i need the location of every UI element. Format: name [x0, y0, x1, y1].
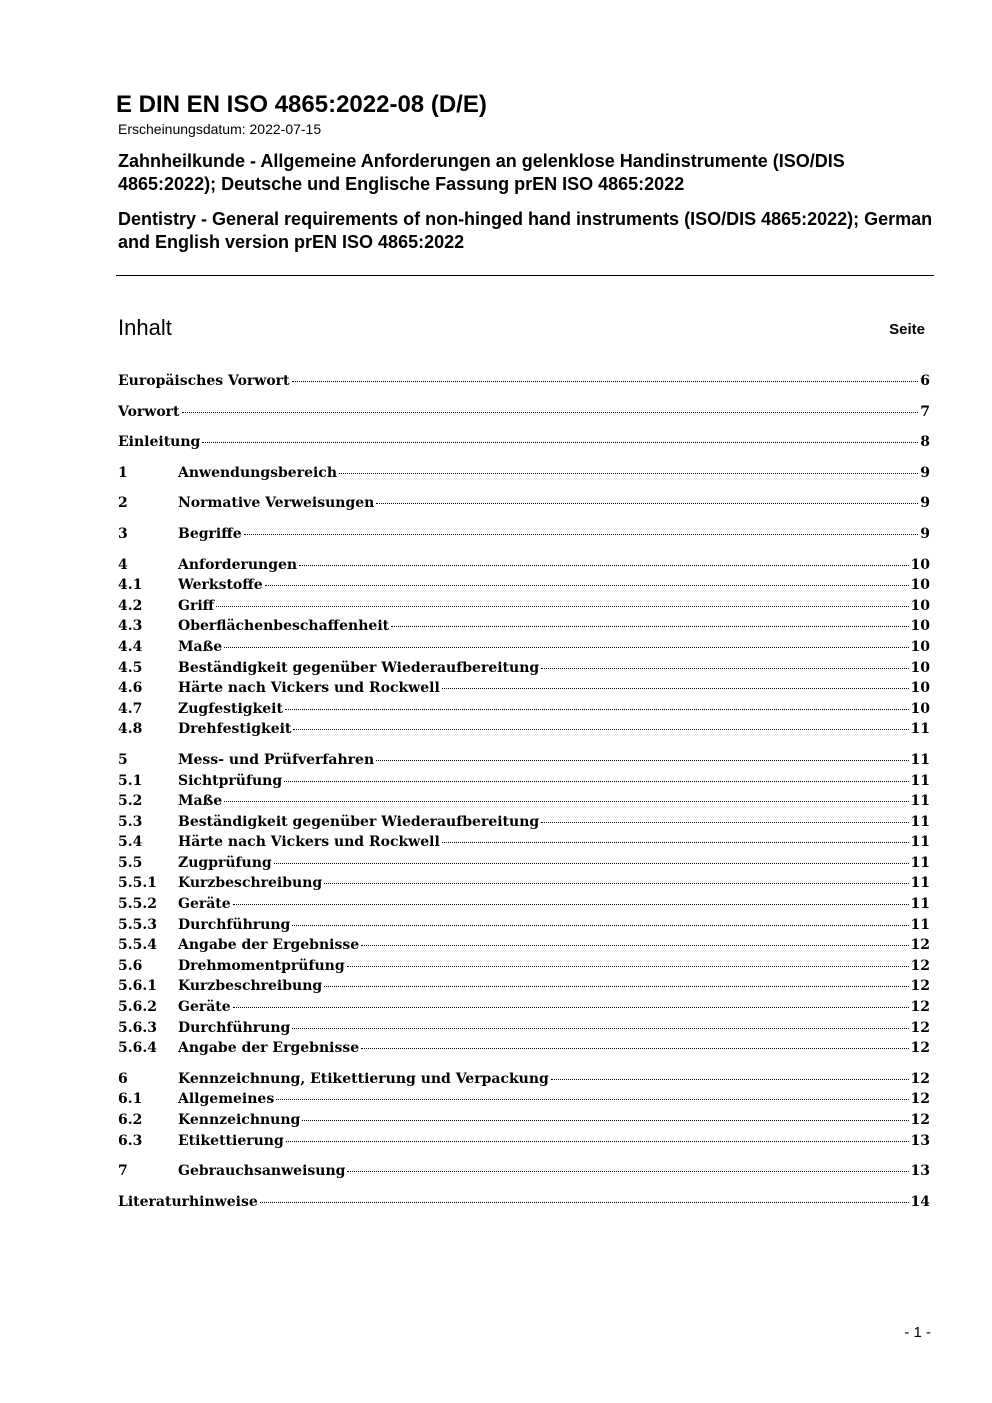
toc-dot-leader — [285, 709, 909, 710]
toc-entry-page: 10 — [910, 680, 930, 697]
toc-entry[interactable] — [118, 699, 930, 720]
toc-entry-page: 8 — [920, 434, 930, 451]
toc-entry-title: Europäisches Vorwort — [118, 373, 290, 389]
toc-entry[interactable] — [118, 463, 930, 484]
toc-dot-leader — [224, 801, 908, 802]
toc-dot-leader — [302, 1120, 908, 1121]
toc-entry-number: 2 — [118, 495, 128, 512]
toc-dot-leader — [391, 626, 908, 627]
toc-page-label: Seite — [889, 321, 925, 338]
toc-entry[interactable] — [118, 873, 930, 894]
toc-dot-leader — [202, 442, 918, 443]
toc-entry-number: 5.6 — [118, 957, 143, 974]
toc-entry-page: 6 — [920, 373, 930, 389]
toc-entry[interactable] — [118, 719, 930, 740]
toc-entry-number: 5.6.2 — [118, 999, 157, 1016]
toc-entry-title: Kennzeichnung, Etikettierung und Verpackung — [178, 1070, 549, 1087]
document-title: E DIN EN ISO 4865:2022-08 (D/E) — [116, 91, 487, 118]
toc-dot-leader — [339, 473, 918, 474]
toc-entry[interactable] — [118, 976, 930, 997]
toc-entry-title: Beständigkeit gegenüber Wiederaufbereitung — [178, 813, 540, 830]
toc-heading-row — [118, 314, 928, 342]
toc-entry-page: 10 — [910, 556, 930, 573]
toc-entry[interactable] — [118, 637, 930, 658]
toc-entry[interactable] — [118, 997, 930, 1018]
toc-entry-title: Beständigkeit gegenüber Wiederaufbereitung — [178, 659, 540, 676]
toc-dot-leader — [286, 1141, 909, 1142]
table-of-contents — [118, 371, 930, 1212]
toc-entry-page: 7 — [920, 403, 930, 420]
toc-entry[interactable] — [118, 402, 930, 423]
toc-entry[interactable] — [118, 1089, 930, 1110]
toc-entry[interactable] — [118, 853, 930, 874]
toc-dot-leader — [361, 1048, 908, 1049]
toc-entry-number: 6.1 — [118, 1091, 143, 1108]
toc-entry-page: 10 — [910, 659, 930, 676]
toc-entry-page: 11 — [910, 772, 930, 789]
toc-entry-title: Werkstoffe — [178, 577, 263, 594]
toc-entry-number: 5.5.1 — [118, 875, 157, 892]
toc-entry-number: 5.6.1 — [118, 978, 157, 995]
toc-entry-number: 6.3 — [118, 1132, 143, 1149]
toc-entry-page: 11 — [910, 721, 930, 738]
toc-entry[interactable] — [118, 1018, 930, 1039]
toc-entry-title: Vorwort — [118, 403, 180, 420]
toc-entry[interactable] — [118, 658, 930, 679]
toc-entry-page: 9 — [920, 525, 930, 542]
toc-entry[interactable] — [118, 524, 930, 545]
toc-dot-leader — [376, 503, 918, 504]
toc-entry-title: Kennzeichnung — [178, 1112, 301, 1128]
toc-entry-number: 5 — [118, 751, 128, 768]
toc-dot-leader — [292, 1028, 908, 1029]
toc-entry-page: 12 — [910, 1070, 930, 1087]
toc-entry-number: 4.5 — [118, 659, 143, 676]
toc-entry-page: 12 — [910, 957, 930, 974]
toc-entry-page: 11 — [910, 834, 930, 851]
toc-entry-number: 4.2 — [118, 597, 143, 614]
toc-entry-page: 10 — [910, 638, 930, 655]
toc-dot-leader — [299, 565, 908, 566]
toc-entry-page: 14 — [910, 1193, 930, 1210]
toc-entry-title: Geräte — [178, 999, 231, 1016]
toc-entry[interactable] — [118, 555, 930, 576]
toc-entry-title: Kurzbeschreibung — [178, 978, 323, 995]
toc-entry[interactable] — [118, 1069, 930, 1090]
toc-entry-title: Normative Verweisungen — [178, 495, 375, 512]
toc-entry-page: 11 — [910, 875, 930, 892]
publication-date: Erscheinungsdatum: 2022-07-15 — [118, 121, 322, 137]
toc-entry[interactable] — [118, 1192, 930, 1213]
toc-entry-title: Oberflächenbeschaffenheit — [178, 618, 390, 635]
toc-entry-number: 5.5 — [118, 854, 143, 871]
toc-entry-page: 11 — [910, 916, 930, 933]
toc-dot-leader — [182, 412, 919, 413]
toc-entry[interactable] — [118, 616, 930, 637]
toc-entry-page: 11 — [910, 793, 930, 810]
toc-entry[interactable] — [118, 750, 930, 771]
toc-dot-leader — [216, 606, 908, 607]
toc-entry[interactable] — [118, 575, 930, 596]
toc-dot-leader — [541, 668, 908, 669]
toc-entry-title: Härte nach Vickers und Rockwell — [178, 680, 440, 697]
toc-entry[interactable] — [118, 1110, 930, 1131]
toc-entry-title: Kurzbeschreibung — [178, 875, 323, 892]
toc-entry[interactable] — [118, 493, 930, 514]
toc-entry-title: Zugprüfung — [178, 854, 272, 871]
toc-entry-title: Griff — [178, 597, 215, 614]
toc-dot-leader — [292, 381, 919, 382]
toc-entry-title: Drehmomentprüfung — [178, 957, 345, 974]
toc-dot-leader — [292, 925, 908, 926]
toc-entry-title: Durchführung — [178, 1019, 291, 1036]
toc-entry-number: 4.1 — [118, 577, 143, 594]
german-title: Zahnheilkunde - Allgemeine Anforderungen an gelenklose Handinstrumente (ISO/DIS 4865:2022); Deutsche und Englische Fassung prEN ISO 4865:2022 — [118, 151, 845, 194]
page-number: - 1 - — [904, 1324, 931, 1341]
toc-entry-title: Maße — [178, 793, 223, 810]
toc-entry-title: Angabe der Ergebnisse — [178, 1040, 360, 1057]
toc-entry-number: 6.2 — [118, 1112, 143, 1128]
toc-entry[interactable] — [118, 771, 930, 792]
toc-entry-page: 13 — [910, 1132, 930, 1149]
toc-dot-leader — [224, 647, 908, 648]
toc-dot-leader — [260, 1202, 909, 1203]
toc-entry-page: 11 — [910, 854, 930, 871]
toc-dot-leader — [274, 863, 909, 864]
toc-entry-number: 1 — [118, 464, 128, 481]
toc-entry-number: 5.5.2 — [118, 896, 157, 913]
toc-entry[interactable] — [118, 935, 930, 956]
toc-dot-leader — [541, 822, 908, 823]
toc-entry[interactable] — [118, 791, 930, 812]
toc-entry-title: Geräte — [178, 896, 231, 913]
toc-entry-page: 10 — [910, 618, 930, 635]
toc-dot-leader — [347, 1171, 908, 1172]
toc-dot-leader — [265, 585, 909, 586]
toc-entry-number: 5.2 — [118, 793, 143, 810]
toc-entry-page: 12 — [910, 999, 930, 1016]
toc-entry[interactable] — [118, 812, 930, 833]
toc-entry[interactable] — [118, 956, 930, 977]
toc-entry-title: Durchführung — [178, 916, 291, 933]
toc-dot-leader — [324, 986, 908, 987]
toc-entry[interactable] — [118, 596, 930, 617]
toc-entry-number: 4.3 — [118, 618, 143, 635]
toc-entry-number: 5.3 — [118, 813, 143, 830]
toc-entry-title: Angabe der Ergebnisse — [178, 937, 360, 954]
header-divider — [116, 275, 934, 276]
toc-entry[interactable] — [118, 1131, 930, 1152]
toc-entry-title: Mess- und Prüfverfahren — [178, 751, 375, 768]
toc-dot-leader — [244, 534, 919, 535]
toc-dot-leader — [442, 688, 909, 689]
toc-entry-page: 12 — [910, 1040, 930, 1057]
toc-entry-page: 9 — [920, 495, 930, 512]
document-header — [116, 90, 934, 254]
toc-entry-page: 11 — [910, 751, 930, 768]
toc-dot-leader — [376, 760, 908, 761]
toc-entry-number: 4 — [118, 556, 128, 573]
toc-entry-page: 11 — [910, 813, 930, 830]
toc-heading: Inhalt — [118, 315, 172, 340]
toc-entry-title: Anwendungsbereich — [178, 464, 337, 481]
toc-entry-number: 5.4 — [118, 834, 143, 851]
toc-entry-number: 5.6.4 — [118, 1040, 157, 1057]
toc-entry-number: 6 — [118, 1070, 128, 1087]
toc-dot-leader — [551, 1079, 909, 1080]
toc-entry-number: 5.1 — [118, 772, 143, 789]
toc-entry-title: Begriffe — [178, 525, 242, 542]
toc-entry-title: Gebrauchsanweisung — [178, 1163, 346, 1180]
toc-entry-page: 12 — [910, 1091, 930, 1108]
toc-entry-number: 5.5.4 — [118, 937, 157, 954]
toc-entry-number: 4.8 — [118, 721, 143, 738]
toc-dot-leader — [276, 1099, 908, 1100]
toc-entry-page: 13 — [910, 1163, 930, 1180]
toc-entry-number: 7 — [118, 1163, 128, 1180]
toc-entry-page: 12 — [910, 1019, 930, 1036]
toc-entry[interactable] — [118, 1038, 930, 1059]
toc-entry-page: 12 — [910, 937, 930, 954]
toc-entry-title: Zugfestigkeit — [178, 700, 283, 717]
toc-entry-title: Sichtprüfung — [178, 772, 283, 789]
toc-entry-title: Literaturhinweise — [118, 1193, 258, 1210]
toc-entry[interactable] — [118, 371, 930, 392]
toc-dot-leader — [347, 966, 909, 967]
toc-entry-page: 10 — [910, 577, 930, 594]
toc-entry-page: 11 — [910, 896, 930, 913]
toc-entry[interactable] — [118, 432, 930, 453]
toc-entry-title: Allgemeines — [178, 1091, 275, 1108]
toc-entry-title: Drehfestigkeit — [178, 721, 292, 738]
toc-entry-title: Härte nach Vickers und Rockwell — [178, 834, 440, 851]
toc-entry[interactable] — [118, 894, 930, 915]
toc-entry-page: 12 — [910, 1112, 930, 1128]
toc-entry-number: 5.5.3 — [118, 916, 157, 933]
toc-entry-page: 10 — [910, 700, 930, 717]
toc-dot-leader — [442, 842, 909, 843]
toc-entry-title: Etikettierung — [178, 1132, 284, 1149]
toc-entry-number: 4.4 — [118, 638, 143, 655]
toc-dot-leader — [293, 729, 908, 730]
toc-dot-leader — [233, 1007, 909, 1008]
toc-dot-leader — [284, 781, 908, 782]
toc-entry[interactable] — [118, 678, 930, 699]
toc-entry-number: 4.6 — [118, 680, 143, 697]
toc-dot-leader — [324, 883, 908, 884]
toc-entry-page: 12 — [910, 978, 930, 995]
toc-entry[interactable] — [118, 915, 930, 936]
toc-entry-page: 10 — [910, 597, 930, 614]
toc-entry[interactable] — [118, 1161, 930, 1182]
toc-entry-page: 9 — [920, 464, 930, 481]
toc-entry-title: Einleitung — [118, 434, 201, 451]
toc-entry-title: Anforderungen — [178, 556, 298, 573]
toc-entry[interactable] — [118, 832, 930, 853]
toc-entry-number: 4.7 — [118, 700, 143, 717]
english-title: Dentistry - General requirements of non-hinged hand instruments (ISO/DIS 4865:2022); German and English version prEN ISO 4865:2022 — [118, 209, 933, 252]
toc-entry-number: 3 — [118, 525, 128, 542]
toc-entry-number: 5.6.3 — [118, 1019, 157, 1036]
toc-entry-title: Maße — [178, 638, 223, 655]
toc-dot-leader — [361, 945, 908, 946]
toc-dot-leader — [233, 904, 909, 905]
